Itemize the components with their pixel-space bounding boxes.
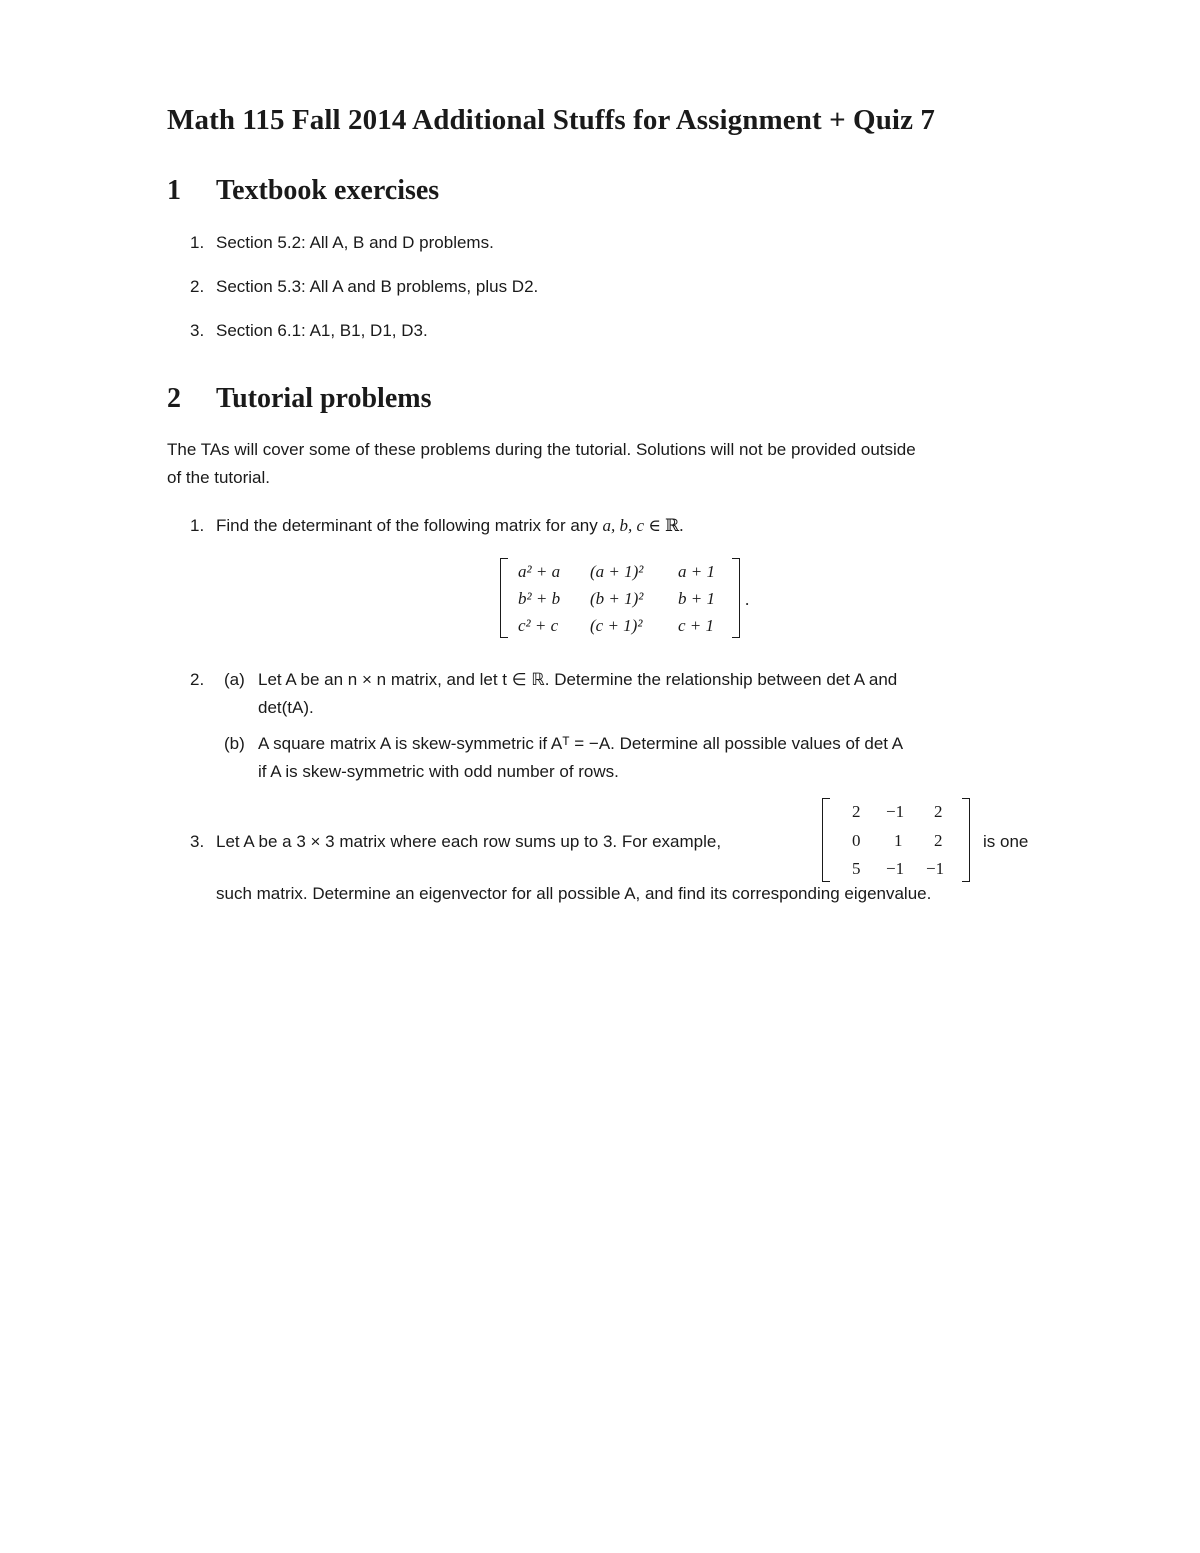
- exercise-number: 2.: [190, 277, 205, 296]
- exercise-number: 3.: [190, 321, 205, 340]
- subpart-label: (a): [224, 670, 245, 689]
- matrix-cell: 2: [934, 831, 943, 850]
- matrix-cell: c + 1: [678, 616, 715, 635]
- matrix-cell: b² + b: [518, 589, 561, 608]
- section-2-number: 2: [167, 383, 181, 414]
- intro-paragraph-line-1: The TAs will cover some of these problems during the tutorial. Solutions will not be provided outside: [167, 440, 916, 459]
- matrix-cell: −1: [926, 859, 945, 878]
- exercise-item: Section 6.1: A1, B1, D1, D3.: [216, 321, 428, 340]
- problem-2a-line-1: Let A be an n × n matrix, and let t ∈ ℝ. Determine the relationship between det A and: [258, 670, 898, 689]
- problem-1-text: Find the determinant of the following matrix for any a, b, c ∈ ℝ.: [216, 516, 684, 535]
- matrix-period: .: [745, 590, 750, 609]
- matrix-cell: c² + c: [518, 616, 559, 635]
- problem-3-line-2: such matrix. Determine an eigenvector for all possible A, and find its corresponding eigenvalue.: [216, 884, 932, 903]
- matrix-cell: 5: [852, 859, 861, 878]
- matrix-cell: a² + a: [518, 562, 561, 581]
- matrix-cell: (c + 1)²: [590, 616, 643, 635]
- exercise-item: Section 5.2: All A, B and D problems.: [216, 233, 494, 252]
- section-2-heading: Tutorial problems: [216, 383, 432, 414]
- intro-paragraph-line-2: of the tutorial.: [167, 468, 271, 487]
- problem-2b-line-1: A square matrix A is skew-symmetric if Aᵀ = −A. Determine all possible values of det A: [258, 734, 904, 753]
- left-bracket: [822, 798, 830, 882]
- matrix-cell: −1: [886, 802, 905, 821]
- problem-2b-line-2: if A is skew-symmetric with odd number of rows.: [258, 762, 619, 781]
- section-1-heading: Textbook exercises: [216, 175, 440, 206]
- exercise-item: Section 5.3: All A and B problems, plus D2.: [216, 277, 539, 296]
- right-bracket: [962, 798, 970, 882]
- problem-3-after-matrix: is one: [983, 832, 1029, 851]
- determinant-matrix: [500, 558, 740, 638]
- page-title: Math 115 Fall 2014 Additional Stuffs for Assignment + Quiz 7: [167, 104, 936, 136]
- matrix-cell: a + 1: [678, 562, 715, 581]
- example-matrix: [822, 798, 970, 882]
- problem-2a-line-2: det(tA).: [258, 698, 314, 717]
- matrix-cell: (b + 1)²: [590, 589, 644, 608]
- matrix-cell: b + 1: [678, 589, 715, 608]
- right-bracket: [732, 558, 740, 638]
- problem-number: 2.: [190, 670, 205, 689]
- exercise-number: 1.: [190, 233, 205, 252]
- problem-number: 3.: [190, 832, 205, 851]
- matrix-cell: 0: [852, 831, 861, 850]
- left-bracket: [500, 558, 508, 638]
- matrix-cell: (a + 1)²: [590, 562, 644, 581]
- matrix-cell: 2: [934, 802, 943, 821]
- matrix-cell: 1: [894, 831, 903, 850]
- subpart-label: (b): [224, 734, 245, 753]
- matrix-cell: −1: [886, 859, 905, 878]
- matrix-cell: 2: [852, 802, 861, 821]
- section-1-number: 1: [167, 175, 181, 206]
- problem-number: 1.: [190, 516, 205, 535]
- problem-3-text: Let A be a 3 × 3 matrix where each row sums up to 3. For example,: [216, 832, 722, 851]
